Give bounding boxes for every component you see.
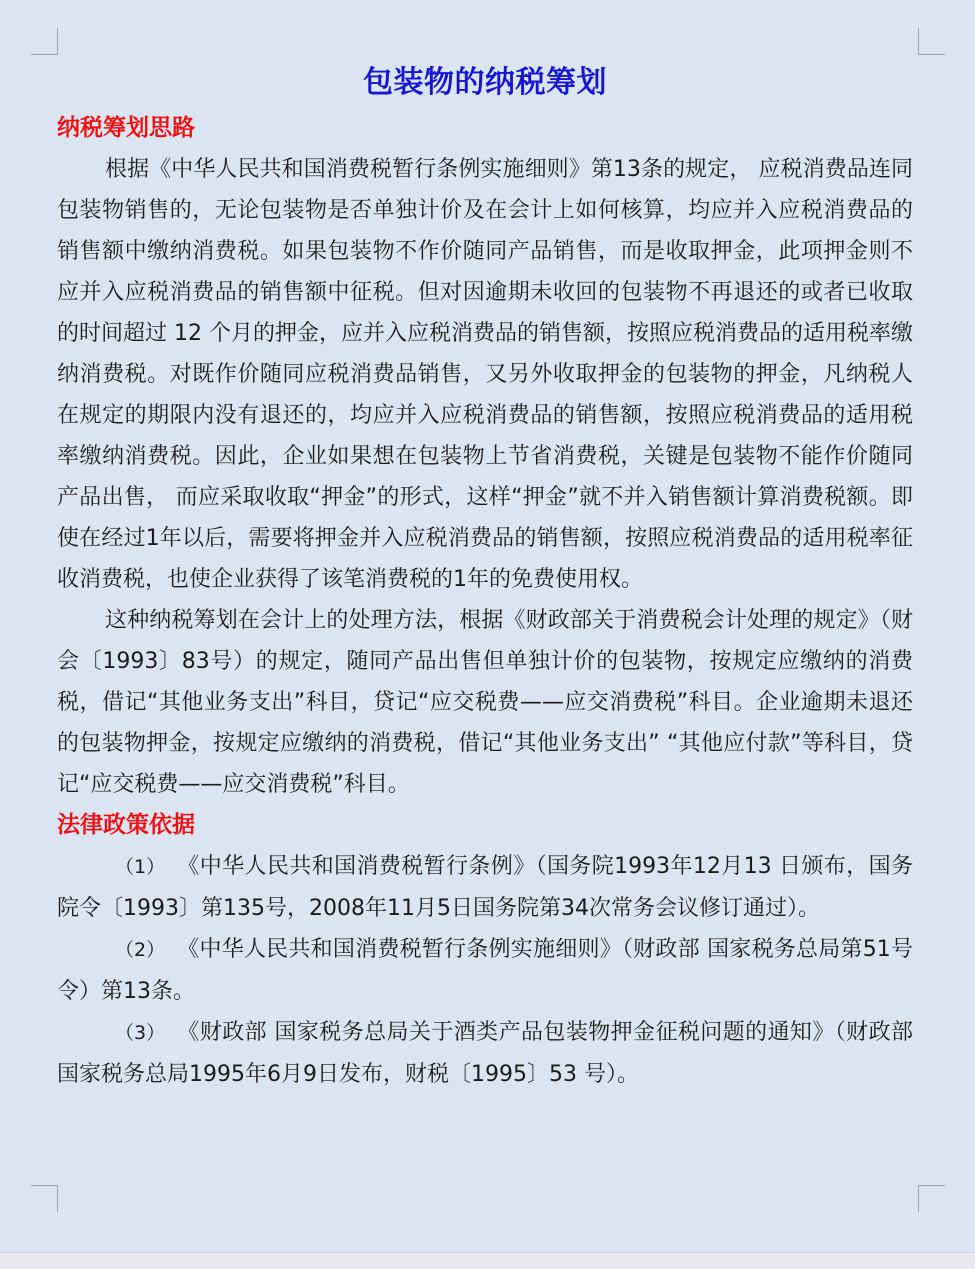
crop-mark-top-right [918,28,945,55]
reference-text: 《财政部 国家税务总局关于酒类产品包装物押金征税问题的通知》（财政部 国家税务总局1995年6月9日发布，财税〔1995〕53 号）。 [57,1020,913,1087]
reference-text: 《中华人民共和国消费税暂行条例》（国务院1993年12月13 日颁布，国务院令〔1993〕第135号，2008年11月5日国务院第34次常务会议修订通过）。 [57,854,913,921]
reference-number: （3） [115,1022,166,1044]
legal-reference-3 [57,1012,913,1095]
section-heading-planning: 纳税筹划思路 [57,115,195,141]
planning-paragraph-2: 这种纳税筹划在会计上的处理方法，根据《财政部关于消费税会计处理的规定》（财会〔1993〕83号）的规定，随同产品出售但单独计价的包装物，按规定应缴纳的消费税，借记“其他业务支出”科目，贷记“应交税费——应交消费税”科目。企业逾期未退还的包装物押金，按规定应缴纳的消费税，借记“其他业务支出” “其他应付款”等科目，贷记“应交税费——应交消费税”科目。 [57,608,913,797]
page-title: 包装物的纳税筹划 [363,65,607,100]
planning-paragraph-1: 根据《中华人民共和国消费税暂行条例实施细则》第13条的规定， 应税消费品连同包装物销售的，无论包装物是否单独计价及在会计上如何核算，均应并入应税消费品的销售额中缴纳消费税。如果包装物不作价随同产品销售，而是收取押金，此项押金则不应并入应税消费品的销售额中征税。但对因逾期未收回的包装物不再退还的或者已收取的时间超过 12 个月的押金，应并入应税消费品的销售额，按照应税消费品的适用税率缴纳消费税。对既作价随同应税消费品销售，又另外收取押金的包装物的押金，凡纳税人在规定的期限内没有退还的，均应并入应税消费品的销售额，按照应税消费品的适用税率缴纳消费税。因此，企业如果想在包装物上节省消费税，关键是包装物不能作价随同产品出售， 而应采取收取“押金”的形式，这样“押金”就不并入销售额计算消费税额。即使在经过1年以后，需要将押金并入应税消费品的销售额，按照应税消费品的适用税率征收消费税，也使企业获得了该笔消费税的1年的免费使用权。 [57,157,913,592]
reference-text: 《中华人民共和国消费税暂行条例实施细则》（财政部 国家税务总局第51号令）第13条。 [57,937,913,1004]
crop-mark-bottom-right [918,1185,945,1212]
reference-number: （1） [115,856,166,878]
crop-mark-top-left [31,28,58,55]
legal-reference-1 [57,846,913,929]
crop-mark-bottom-left [31,1185,58,1212]
legal-reference-2 [57,929,913,1012]
reference-number: （2） [115,939,166,961]
section-heading-legal: 法律政策依据 [57,812,195,838]
document-body [57,58,913,1095]
window-bottom-bar [0,1252,975,1269]
